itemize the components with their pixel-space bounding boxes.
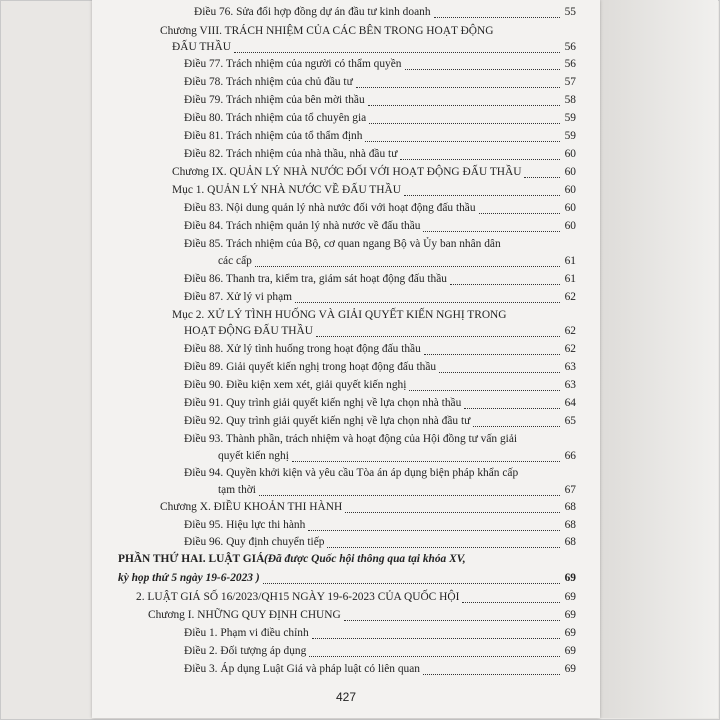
toc-dot-leader xyxy=(308,529,560,531)
toc-entry-title: Điều 81. Trách nhiệm của tổ thẩm định xyxy=(184,130,363,142)
toc-entry-title-cont: tạm thời xyxy=(218,484,256,496)
toc-entry-page: 62 xyxy=(564,325,576,337)
background-shade xyxy=(600,0,718,718)
toc-entry-title: Điều 94. Quyền khởi kiện và yêu cầu Tòa án áp dụng biện pháp khẩn cấp xyxy=(184,467,519,479)
toc-dot-leader xyxy=(434,16,560,18)
toc-entry-title: 2. LUẬT GIÁ SỐ 16/2023/QH15 NGÀY 19-6-2023 CỦA QUỐC HỘI xyxy=(136,591,460,603)
toc-dot-leader xyxy=(365,140,560,142)
toc-entry-title: Điều 2. Đối tượng áp dụng xyxy=(184,645,307,657)
toc-entry-page: 65 xyxy=(564,415,576,427)
toc-entry[interactable] xyxy=(92,360,600,378)
toc-entry[interactable] xyxy=(92,93,600,111)
toc-entry-page: 64 xyxy=(564,397,576,409)
toc-dot-leader xyxy=(263,582,560,584)
toc-entry-title: Điều 86. Thanh tra, kiểm tra, giám sát hoạt động đấu thầu xyxy=(184,273,447,285)
toc-entry-page: 69 xyxy=(564,627,576,639)
toc-entry-page: 60 xyxy=(564,220,576,232)
toc-entry-title: Điều 3. Áp dụng Luật Giá và pháp luật có liên quan xyxy=(184,663,420,675)
toc-dot-leader xyxy=(369,122,560,124)
toc-entry-page: 59 xyxy=(564,112,576,124)
toc-dot-leader xyxy=(405,68,560,70)
toc-entry[interactable] xyxy=(92,57,600,75)
toc-entry-title: Điều 93. Thành phần, trách nhiệm và hoạt động của Hội đồng tư vấn giải xyxy=(184,433,518,445)
toc-dot-leader xyxy=(309,655,560,657)
toc-dot-leader xyxy=(344,619,560,621)
toc-entry-page: 69 xyxy=(564,663,576,675)
toc-entry-title: Chương X. ĐIỀU KHOẢN THI HÀNH xyxy=(160,501,343,513)
toc-dot-leader xyxy=(255,265,560,267)
toc-entry-page: 60 xyxy=(564,166,576,178)
toc-entry[interactable] xyxy=(92,626,600,644)
toc-dot-leader xyxy=(400,158,560,160)
toc-dot-leader xyxy=(259,494,560,496)
toc-entry-title-cont: các cấp xyxy=(218,255,252,267)
toc-entry[interactable] xyxy=(92,5,600,23)
toc-entry-page: 69 xyxy=(564,609,576,621)
toc-entry-page: 68 xyxy=(564,501,576,513)
toc-entry-title: Điều 91. Quy trình giải quyết kiến nghị về lựa chọn nhà thầu xyxy=(184,397,462,409)
toc-entry-note: (Đã được Quốc hội thông qua tại khóa XV, xyxy=(264,553,466,565)
toc-entry-title-cont: kỳ họp thứ 5 ngày 19-6-2023 ) xyxy=(118,572,260,584)
toc-dot-leader xyxy=(292,460,560,462)
toc-dot-leader xyxy=(356,86,560,88)
toc-entry-page: 60 xyxy=(564,148,576,160)
toc-dot-leader xyxy=(404,194,560,196)
toc-dot-leader xyxy=(327,546,560,548)
toc-entry[interactable] xyxy=(92,129,600,147)
toc-entry-page: 57 xyxy=(564,76,576,88)
toc-entry-title-cont: HOẠT ĐỘNG ĐẤU THẦU xyxy=(184,325,313,337)
toc-entry-page: 69 xyxy=(564,591,576,603)
toc-entry-title: Điều 90. Điều kiện xem xét, giải quyết kiến nghị xyxy=(184,379,407,391)
toc-entry-page: 63 xyxy=(564,379,576,391)
toc-dot-leader xyxy=(473,425,560,427)
toc-dot-leader xyxy=(409,389,560,391)
toc-entry-title: Điều 76. Sửa đổi hợp đồng dự án đầu tư kinh doanh xyxy=(194,6,431,18)
toc-entry[interactable] xyxy=(92,290,600,308)
toc-entry[interactable] xyxy=(92,590,600,608)
toc-dot-leader xyxy=(423,230,560,232)
toc-entry-title: Điều 84. Trách nhiệm quản lý nhà nước về đấu thầu xyxy=(184,220,421,232)
toc-entry-page: 63 xyxy=(564,361,576,373)
toc-dot-leader xyxy=(479,212,560,214)
toc-entry[interactable] xyxy=(92,24,600,58)
toc-entry[interactable] xyxy=(92,608,600,626)
toc-dot-leader xyxy=(462,601,560,603)
toc-dot-leader xyxy=(423,673,560,675)
toc-entry[interactable] xyxy=(92,518,600,536)
toc-entry-title: Điều 79. Trách nhiệm của bên mời thầu xyxy=(184,94,365,106)
toc-entry[interactable] xyxy=(92,396,600,414)
toc-dot-leader xyxy=(368,104,560,106)
toc-entry-page: 69 xyxy=(564,645,576,657)
toc-entry-title: Chương VIII. TRÁCH NHIỆM CỦA CÁC BÊN TRONG HOẠT ĐỘNG xyxy=(160,25,494,37)
toc-entry-title: PHẦN THỨ HAI. LUẬT GIÁ xyxy=(118,553,265,565)
toc-entry-page: 66 xyxy=(564,450,576,462)
toc-entry-title: Điều 77. Trách nhiệm của người có thẩm quyền xyxy=(184,58,402,70)
toc-dot-leader xyxy=(450,283,560,285)
toc-entry[interactable] xyxy=(92,535,600,553)
toc-entry-page: 59 xyxy=(564,130,576,142)
toc-entry-title: Điều 92. Quy trình giải quyết kiến nghị về lựa chọn nhà đầu tư xyxy=(184,415,471,427)
book-page xyxy=(92,0,600,718)
toc-entry-page: 58 xyxy=(564,94,576,106)
toc-entry[interactable] xyxy=(92,75,600,93)
toc-entry[interactable] xyxy=(92,342,600,360)
toc-dot-leader xyxy=(439,371,560,373)
toc-entry-title-cont: quyết kiến nghị xyxy=(218,450,289,462)
toc-entry-title: Mục 1. QUẢN LÝ NHÀ NƯỚC VỀ ĐẤU THẦU xyxy=(172,184,401,196)
toc-dot-leader xyxy=(424,353,560,355)
toc-dot-leader xyxy=(312,637,560,639)
toc-entry-page: 68 xyxy=(564,536,576,548)
toc-entry-page: 69 xyxy=(564,572,576,584)
toc-entry-title: Chương IX. QUẢN LÝ NHÀ NƯỚC ĐỐI VỚI HOẠT ĐỘNG ĐẤU THẦU xyxy=(172,166,522,178)
toc-entry-page: 60 xyxy=(564,184,576,196)
toc-entry[interactable] xyxy=(92,272,600,290)
toc-entry-title: Chương I. NHỮNG QUY ĐỊNH CHUNG xyxy=(148,609,341,621)
toc-entry[interactable] xyxy=(92,466,600,501)
toc-entry-title: Điều 87. Xử lý vi phạm xyxy=(184,291,293,303)
toc-entry-title: Điều 85. Trách nhiệm của Bộ, cơ quan ngang Bộ và Ủy ban nhân dân xyxy=(184,238,501,250)
toc-dot-leader xyxy=(345,511,560,513)
toc-dot-leader xyxy=(295,301,560,303)
toc-entry-page: 67 xyxy=(564,484,576,496)
toc-dot-leader xyxy=(234,51,560,53)
toc-entry-title: Điều 82. Trách nhiệm của nhà thầu, nhà đầu tư xyxy=(184,148,398,160)
toc-entry[interactable] xyxy=(92,183,600,201)
toc-entry-title: Điều 1. Phạm vi điều chỉnh xyxy=(184,627,309,639)
toc-entry-title: Điều 89. Giải quyết kiến nghị trong hoạt động đấu thầu xyxy=(184,361,437,373)
toc-entry[interactable] xyxy=(92,308,600,342)
toc-entry-title-cont: ĐẤU THẦU xyxy=(172,41,231,53)
page-number: 427 xyxy=(335,690,357,704)
toc-entry-title: Điều 95. Hiệu lực thi hành xyxy=(184,519,306,531)
toc-entry-page: 62 xyxy=(564,343,576,355)
toc-entry-title: Điều 80. Trách nhiệm của tổ chuyên gia xyxy=(184,112,367,124)
toc-dot-leader xyxy=(464,407,560,409)
toc-entry-title: Điều 88. Xử lý tình huống trong hoạt động đấu thầu xyxy=(184,343,421,355)
toc-entry-page: 60 xyxy=(564,202,576,214)
toc-entry[interactable] xyxy=(92,111,600,129)
toc-entry[interactable] xyxy=(92,500,600,518)
toc-entry[interactable] xyxy=(92,414,600,432)
toc-dot-leader xyxy=(316,335,560,337)
toc-entry[interactable] xyxy=(92,165,600,183)
toc-entry-title: Điều 78. Trách nhiệm của chủ đầu tư xyxy=(184,76,353,88)
toc-entry[interactable] xyxy=(92,552,600,589)
toc-entry[interactable] xyxy=(92,432,600,467)
toc-entry-page: 55 xyxy=(564,6,576,18)
toc-entry-page: 68 xyxy=(564,519,576,531)
toc-entry-page: 61 xyxy=(564,273,576,285)
toc-entry-page: 56 xyxy=(564,41,576,53)
toc-entry-page: 56 xyxy=(564,58,576,70)
toc-entry[interactable] xyxy=(92,378,600,396)
toc-entry[interactable] xyxy=(92,237,600,272)
toc-entry-title: Điều 83. Nội dung quản lý nhà nước đối với hoạt động đấu thầu xyxy=(184,202,476,214)
toc-entry[interactable] xyxy=(92,644,600,662)
toc-entry-title: Điều 96. Quy định chuyển tiếp xyxy=(184,536,325,548)
toc-entry[interactable] xyxy=(92,201,600,219)
toc-entry[interactable] xyxy=(92,147,600,165)
toc-entry-title: Mục 2. XỬ LÝ TÌNH HUỐNG VÀ GIẢI QUYẾT KIẾN NGHỊ TRONG xyxy=(172,309,507,321)
toc-entry-page: 62 xyxy=(564,291,576,303)
toc-entry-page: 61 xyxy=(564,255,576,267)
toc-dot-leader xyxy=(524,176,560,178)
toc-entry[interactable] xyxy=(92,662,600,680)
toc-entry[interactable] xyxy=(92,219,600,237)
